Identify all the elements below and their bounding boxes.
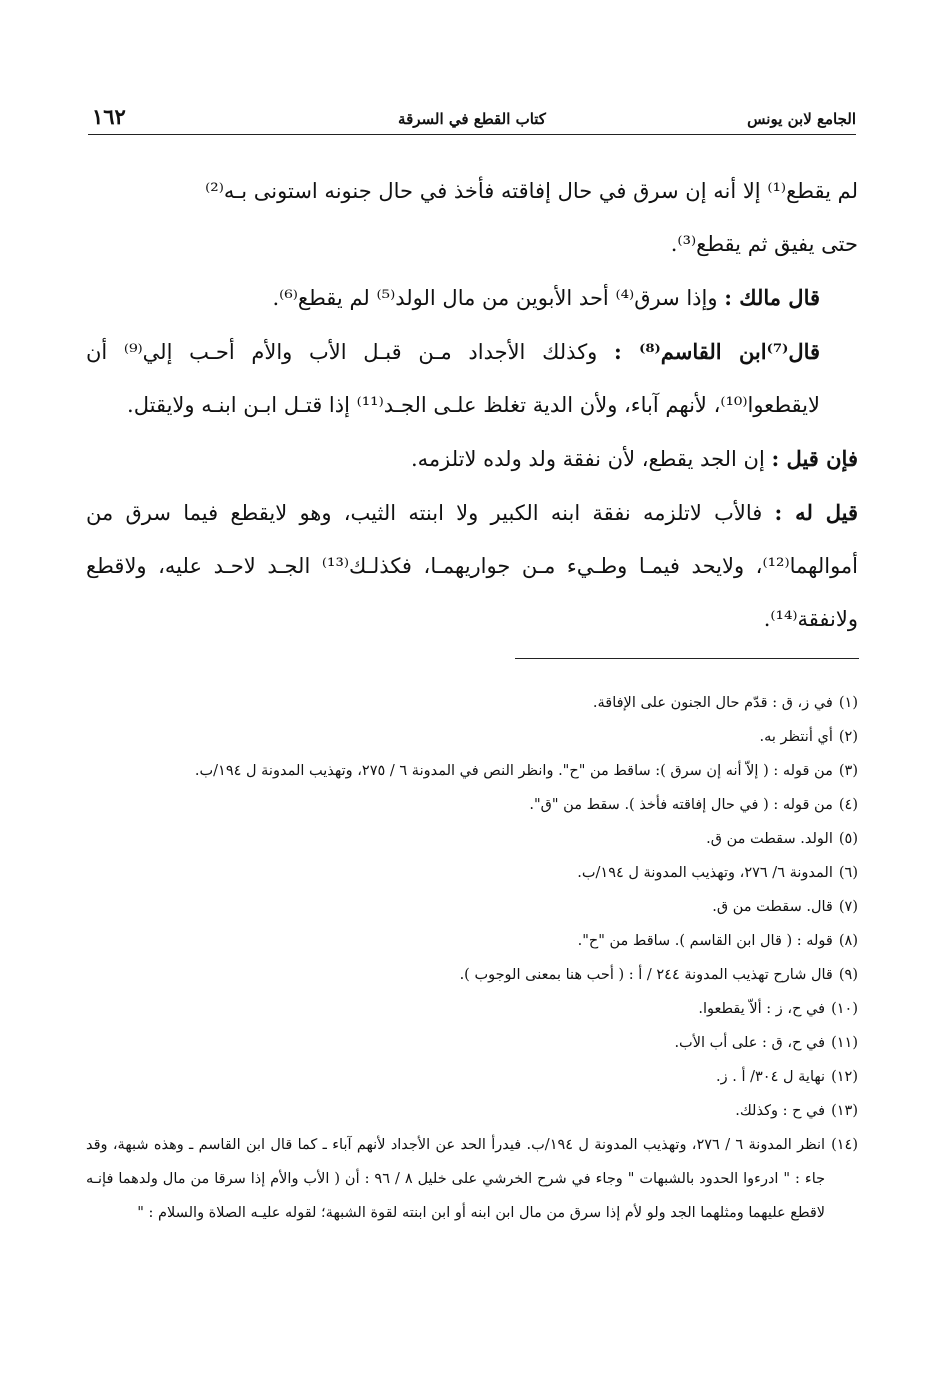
chapter-title: كتاب القطع في السرقة bbox=[398, 110, 546, 128]
footnote-number: (٨) bbox=[838, 933, 858, 949]
footnote-number: (١٣) bbox=[831, 1103, 858, 1119]
footnote-text: قال. سقطت من ق. bbox=[712, 899, 833, 915]
footnote-text: قوله : ( قال ابن القاسم ). ساقط من "ح". bbox=[577, 933, 833, 949]
footnote bbox=[86, 1094, 858, 1128]
footnote-number: (٣) bbox=[838, 763, 858, 779]
running-header bbox=[88, 104, 856, 135]
footnote-number: (٤) bbox=[838, 797, 858, 813]
footnote bbox=[86, 856, 858, 890]
footnote-number: (٥) bbox=[838, 831, 858, 847]
main-text bbox=[86, 165, 858, 646]
paragraph-3-text: وكذلك الأجداد مـن قبـل الأب والأم أحـب إلي⁽⁹⁾ أن لايقطعوا⁽¹⁰⁾، لأنهم آباء، ولأن الدية تغلظ علـى الجـد⁽¹¹⁾ إذا قتـل ابـن ابنـه ولايقتل. bbox=[86, 340, 820, 417]
footnote bbox=[86, 686, 858, 720]
paragraph-3-lead: قال⁽⁷⁾ابن القاسم⁽⁸⁾ : bbox=[614, 339, 821, 364]
footnote bbox=[86, 1060, 858, 1094]
footnote-number: (١٠) bbox=[831, 1001, 858, 1017]
page-number: ١٦٢ bbox=[92, 104, 126, 129]
footnote-text: من قوله : ( إلاّ أنه إن سرق ): ساقط من "ح". وانظر النص في المدونة ٦ / ٢٧٥، وتهذيب المدونة ل ١٩٤/ب. bbox=[194, 763, 833, 779]
footnote-divider bbox=[515, 658, 859, 659]
footnote-number: (١٢) bbox=[831, 1069, 858, 1085]
footnote-text: من قوله : ( في حال إفاقته فأخذ ). سقط من "ق". bbox=[529, 797, 833, 813]
footnote bbox=[86, 1128, 858, 1230]
footnote bbox=[86, 754, 858, 788]
footnote bbox=[86, 924, 858, 958]
footnote-text: في ز، ق : قدّم حال الجنون على الإفاقة. bbox=[592, 695, 833, 711]
footnote bbox=[86, 788, 858, 822]
paragraph-5-lead: قيل له : bbox=[774, 500, 858, 525]
book-title: الجامع لابن يونس bbox=[747, 110, 856, 128]
footnote bbox=[86, 992, 858, 1026]
footnotes bbox=[86, 686, 858, 1230]
footnote-text: قال شارح تهذيب المدونة ٢٤٤ / أ : ( أحب هنا بمعنى الوجوب ). bbox=[459, 967, 833, 983]
paragraph-2-text: وإذا سرق⁽⁴⁾ أحد الأبوين من مال الولد⁽⁵⁾ لم يقطع⁽⁶⁾. bbox=[272, 286, 725, 310]
paragraph-1-line-1: لم يقطع⁽¹⁾ إلا أنه إن سرق في حال إفاقته فأخذ في حال جنونه استونى بـه⁽²⁾ bbox=[205, 179, 858, 203]
footnote-text: في ح، ز : ألاّ يقطعوا. bbox=[698, 1001, 826, 1017]
footnote bbox=[86, 720, 858, 754]
paragraph-5-text: فالأب لاتلزمه نفقة ابنه الكبير ولا ابنته الثيب، وهو لايقطع فيما سرق من أموالهما⁽¹²⁾، ولايحد فيمـا وطـيء مـن جواريهمـا، فكذلـك⁽¹³⁾ الجـد لاحـد عليه، ولاقطع ولانفقة⁽¹⁴⁾. bbox=[86, 501, 859, 631]
paragraph-1-line-2: حتى يفيق ثم يقطع⁽³⁾. bbox=[670, 232, 858, 256]
paragraph-2 bbox=[86, 271, 858, 325]
footnote-number: (٧) bbox=[838, 899, 858, 915]
footnote bbox=[86, 958, 858, 992]
paragraph-2-lead: قال مالك : bbox=[724, 285, 820, 310]
footnote-text: الولد. سقطت من ق. bbox=[706, 831, 833, 847]
footnote bbox=[86, 890, 858, 924]
footnote-number: (٢) bbox=[838, 729, 858, 745]
footnote bbox=[86, 1026, 858, 1060]
footnote-text: انظر المدونة ٦ / ٢٧٦، وتهذيب المدونة ل ١٩٤/ب. فيدرأ الحد عن الأجداد لأنهم آباء ـ كما قال ابن القاسم ـ وهذه شبهة، وقد جاء : " ادرءوا الحدود بالشبهات " وجاء في شرح الخرشي على خليل ٨ / ٩٦ : أن ( الأب والأم إذا سرقا من مال ولدهما فإنـه لاقطع عليهما ومثلهما الجد ولو لأم إذا سرق من مال ابن ابنه أو ابن ابنته لقوة الشبهة؛ لقوله عليـه الصلاة والسلام : " bbox=[86, 1137, 826, 1221]
footnote-number: (٦) bbox=[838, 865, 858, 881]
paragraph-4-lead: فإن قيل : bbox=[771, 446, 858, 471]
footnote-number: (٩) bbox=[838, 967, 858, 983]
footnote-text: في ح : وكذلك. bbox=[735, 1103, 826, 1119]
footnote-text: نهاية ل ٣٠٤/ أ . ز. bbox=[716, 1069, 826, 1085]
footnote-text: في ح، ق : على أب الأب. bbox=[674, 1035, 826, 1051]
paragraph-1 bbox=[86, 165, 858, 271]
paragraph-5 bbox=[86, 486, 858, 646]
footnote-text: المدونة ٦/ ٢٧٦، وتهذيب المدونة ل ١٩٤/ب. bbox=[577, 865, 833, 881]
paragraph-4 bbox=[86, 432, 858, 486]
footnote-number: (١) bbox=[838, 695, 858, 711]
footnote bbox=[86, 822, 858, 856]
paragraph-4-text: إن الجد يقطع، لأن نفقة ولد ولده لاتلزمه. bbox=[410, 447, 772, 471]
footnote-text: أي أنتظر به. bbox=[759, 729, 833, 745]
paragraph-3 bbox=[86, 325, 858, 432]
footnote-number: (١١) bbox=[831, 1035, 858, 1051]
footnote-number: (١٤) bbox=[831, 1137, 858, 1153]
